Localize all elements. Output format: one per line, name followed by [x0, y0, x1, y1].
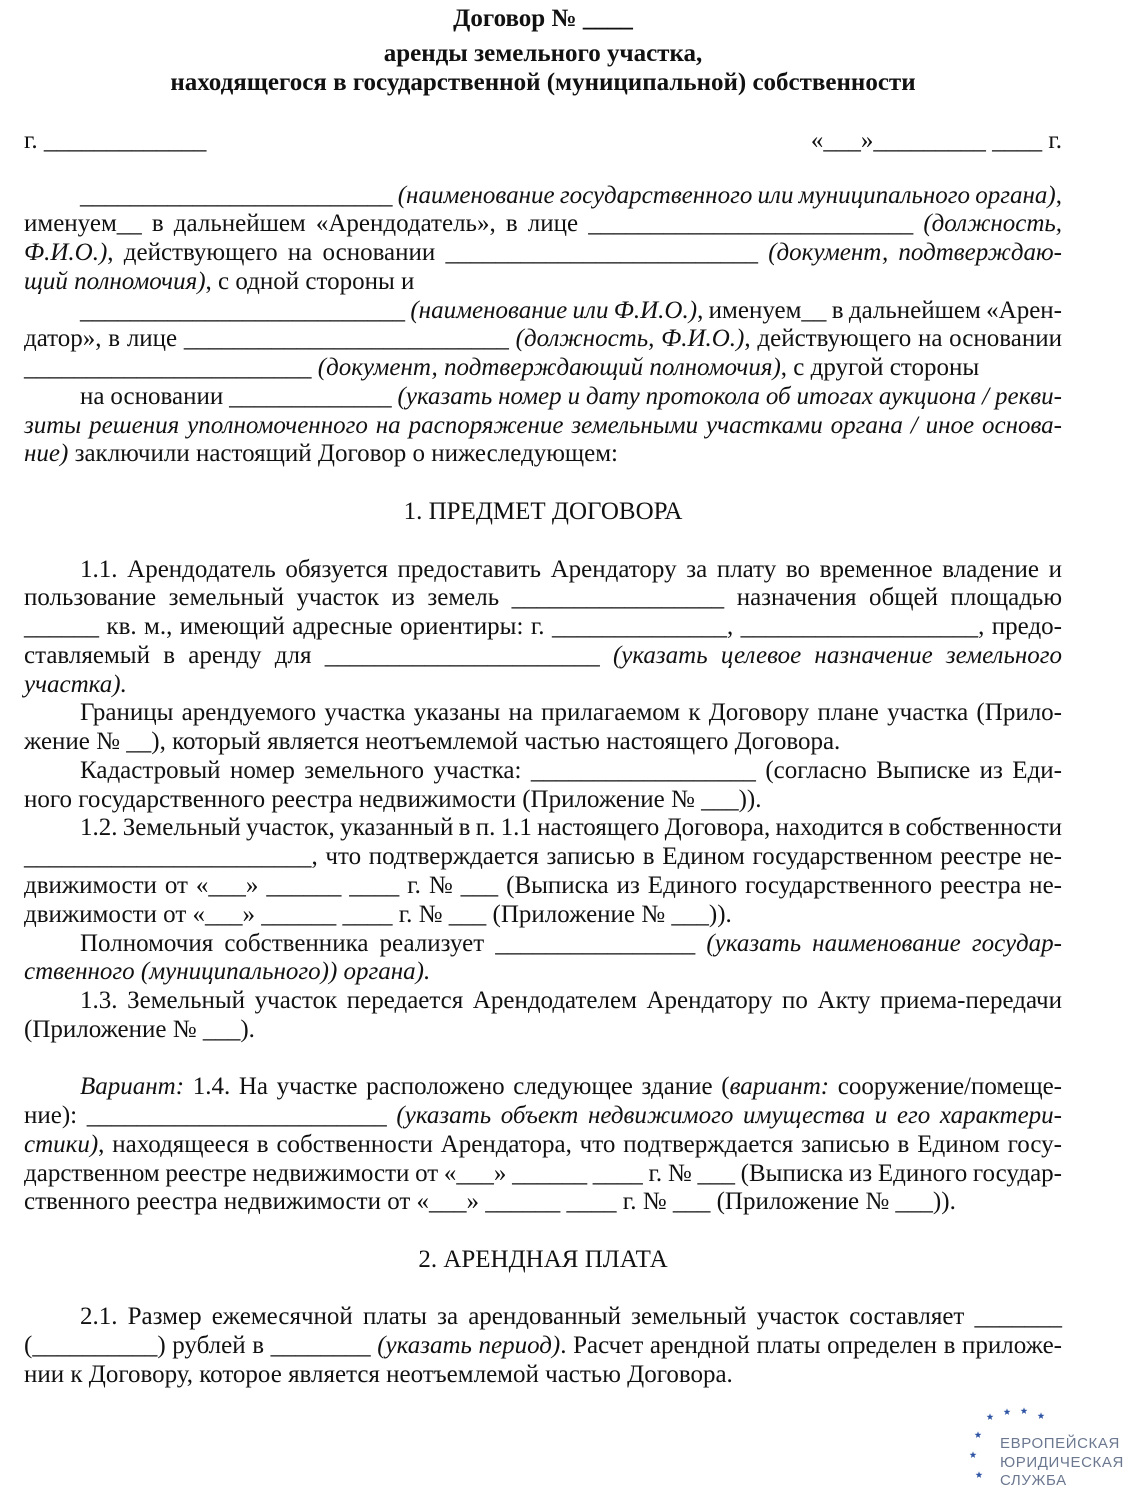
- body-text: дарственном реестре недвижимости от «___» ______ ____ г. № ___ (Выписка из Единого государ-: [24, 1159, 1062, 1187]
- italic-hint-text: (наименование государственного или муниципального органа): [397, 181, 1056, 209]
- star-icon: [1038, 1412, 1045, 1419]
- body-text: движимости от «___» ______ ____ г. № ___ (Приложение № ___)).: [24, 900, 732, 928]
- italic-hint-text: зиты решения уполномоченного на распоряжение земельными участками органа / иное основа-: [24, 411, 1062, 439]
- paragraph: [24, 297, 1062, 383]
- text-line: [24, 1102, 1062, 1131]
- preamble: [24, 182, 1062, 470]
- body-text: 1.3. Земельный участок передается Арендодателем Арендатору по Акту приема-передачи: [80, 987, 1062, 1015]
- section-1: [24, 556, 1062, 1218]
- title-line-ownership: находящегося в государственной (муниципальной) собственности: [170, 68, 916, 96]
- section-2-heading: 2. АРЕНДНАЯ ПЛАТА: [418, 1245, 668, 1273]
- text-line: [24, 556, 1062, 585]
- text-line: [24, 1131, 1062, 1160]
- text-line: [24, 412, 1062, 441]
- italic-hint-text: (указать целевое назначение земельного: [612, 641, 1062, 669]
- italic-hint-text: (указать наименование государ-: [706, 929, 1063, 957]
- body-text: ственного реестра недвижимости от «___» ______ ____ г. № ___ (Приложение № ___)).: [24, 1188, 956, 1216]
- paragraph: [24, 1303, 1062, 1389]
- body-text: сооружение/помеще-: [829, 1073, 1062, 1101]
- text-line: [24, 1303, 1062, 1332]
- body-text: датор», в лице __________________________: [24, 325, 516, 353]
- paragraph: [24, 930, 1062, 988]
- text-line: [24, 671, 1062, 700]
- text-line: [24, 930, 1062, 959]
- paragraph: [24, 699, 1062, 757]
- section-1-heading: 1. ПРЕДМЕТ ДОГОВОРА: [403, 498, 683, 526]
- place-date-line: [24, 127, 1062, 156]
- paragraph: [24, 556, 1062, 700]
- text-line: [24, 987, 1062, 1016]
- text-line: [24, 872, 1062, 901]
- italic-hint-text: стики): [24, 1130, 99, 1158]
- italic-hint-text: Вариант:: [80, 1073, 185, 1101]
- text-line: [24, 642, 1062, 671]
- italic-hint-text: ственного (муниципального)) органа).: [24, 958, 431, 986]
- italic-hint-text: (указать объект недвижимого имущества и его характери-: [396, 1102, 1063, 1130]
- body-text: нии к Договору, которое является неотъемлемой частью Договора.: [24, 1360, 733, 1388]
- text-line: [24, 182, 1062, 211]
- logo-line-1: ЕВРОПЕЙСКАЯ: [1000, 1435, 1120, 1452]
- text-line: [24, 1361, 1062, 1390]
- body-text: , действующего на основании: [744, 325, 1062, 353]
- paragraph: [24, 814, 1062, 929]
- text-line: [24, 1188, 1062, 1217]
- logo-wordmark: [1000, 1435, 1126, 1491]
- italic-hint-text: вариант:: [729, 1073, 830, 1101]
- text-line: [24, 728, 1062, 757]
- italic-hint-text: (указать номер и дату протокола об итогах аукциона / рекви-: [397, 382, 1062, 410]
- date-field: «___»_________ ____ г.: [810, 126, 1062, 154]
- body-text: 2.1. Размер ежемесячной платы за арендованный земельный участок составляет _______: [80, 1303, 1062, 1331]
- star-icon: [975, 1431, 982, 1438]
- body-text: движимости от «___» ______ ____ г. № ___ (Выписка из Единого государственного реестра не-: [24, 871, 1062, 899]
- body-text: , с одной стороны и: [205, 267, 415, 295]
- star-icon: [976, 1471, 983, 1478]
- logo-line-3: СЛУЖБА: [1000, 1472, 1067, 1489]
- text-line: [24, 268, 1062, 297]
- body-text: . Расчет арендной платы определен в приложе-: [560, 1332, 1062, 1360]
- star-icon: [970, 1451, 977, 1458]
- body-text: именуем__ в дальнейшем «Арендодатель», в лице __________________________: [24, 210, 924, 238]
- text-line: [24, 901, 1062, 930]
- body-text: _________________________: [80, 181, 398, 209]
- contract-title: [24, 5, 1062, 97]
- text-line: [24, 239, 1062, 268]
- text-line: [24, 699, 1062, 728]
- text-line: [24, 613, 1062, 642]
- body-text: ,: [1055, 181, 1063, 209]
- body-text: ставляемый в аренду для ______________________: [24, 641, 613, 669]
- logo-line-2: ЮРИДИЧЕСКАЯ: [1000, 1453, 1124, 1471]
- italic-hint-text: (наименование или Ф.И.О.): [410, 296, 698, 324]
- section-2: [24, 1303, 1062, 1389]
- text-line: [24, 958, 1062, 987]
- italic-hint-text: Ф.И.О.): [24, 239, 108, 267]
- body-text: жение № __), который является неотъемлемой частью настоящего Договора.: [24, 728, 841, 756]
- body-text: (__________) рублей в ________: [24, 1332, 378, 1360]
- title-line-subject: аренды земельного участка,: [383, 39, 703, 67]
- body-text: 1.4. На участке расположено следующее здание (: [184, 1073, 730, 1101]
- body-text: ние): ________________________: [24, 1102, 397, 1130]
- text-line: [24, 1332, 1062, 1361]
- body-text: Границы арендуемого участка указаны на прилагаемом к Договору плане участка (Прило-: [80, 699, 1062, 727]
- text-line: [24, 786, 1062, 815]
- paragraph: [24, 1073, 1062, 1217]
- paragraph: [24, 383, 1062, 469]
- star-icon: [1021, 1407, 1028, 1414]
- text-line: [24, 843, 1062, 872]
- body-text: _______________________, что подтверждается записью в Едином государственном реестре не-: [24, 843, 1062, 871]
- title-line-number: Договор № ____: [453, 5, 633, 32]
- body-text: Кадастровый номер земельного участка: __________________ (согласно Выписке из Еди-: [80, 756, 1062, 784]
- text-line: [24, 1160, 1062, 1189]
- contract-body: [24, 182, 1062, 1390]
- body-text: заключили настоящий Договор о нижеследующем:: [68, 440, 618, 468]
- body-text: , находящееся в собственности Арендатора, что подтверждается записью в Едином госу-: [98, 1130, 1062, 1158]
- italic-hint-text: ние): [24, 440, 69, 468]
- body-text: _______________________: [24, 354, 318, 382]
- body-text: 1.2. Земельный участок, указанный в п. 1.1 настоящего Договора, находится в собственности: [80, 814, 1062, 842]
- body-text: Полномочия собственника реализует ________________: [80, 929, 707, 957]
- italic-hint-text: (должность, Ф.И.О.): [515, 325, 745, 353]
- star-icon: [987, 1413, 994, 1420]
- text-line: [24, 210, 1062, 239]
- text-line: [24, 383, 1062, 412]
- text-line: [24, 325, 1062, 354]
- text-line: [24, 297, 1062, 326]
- text-line: [24, 1073, 1062, 1102]
- body-text: __________________________: [80, 296, 411, 324]
- city-field: г. _____________: [24, 126, 207, 154]
- body-text: , именуем__ в дальнейшем «Арен-: [697, 296, 1062, 324]
- body-text: пользование земельный участок из земель _________________ назначения общей площадью: [24, 584, 1062, 612]
- italic-hint-text: (указать период): [377, 1332, 561, 1360]
- body-text: 1.1. Арендодатель обязуется предоставить Арендатору за плату во временное владение и: [80, 555, 1062, 583]
- italic-hint-text: щий полномочия): [24, 267, 206, 295]
- paragraph: [24, 182, 1062, 297]
- body-text: ______ кв. м., имеющий адресные ориентиры: г. ______________, ___________________, предо-: [24, 613, 1062, 641]
- star-icon: [1004, 1408, 1011, 1415]
- text-line: [24, 584, 1062, 613]
- body-text: (Приложение № ___).: [24, 1015, 255, 1043]
- paragraph: [24, 987, 1062, 1045]
- text-line: [24, 1016, 1062, 1045]
- text-line: [24, 354, 1062, 383]
- body-text: , с другой стороны: [780, 354, 980, 382]
- body-text: , действующего на основании _________________________: [107, 239, 769, 267]
- italic-hint-text: (должность,: [923, 210, 1062, 238]
- body-text: ного государственного реестра недвижимости (Приложение № ___)).: [24, 785, 762, 813]
- body-text: на основании _____________: [80, 382, 398, 410]
- text-line: [24, 814, 1062, 843]
- italic-hint-text: (документ, подтверждающий полномочия): [317, 354, 781, 382]
- text-line: [24, 757, 1062, 786]
- text-line: [24, 440, 1062, 469]
- italic-hint-text: участка).: [24, 670, 127, 698]
- paragraph: [24, 757, 1062, 815]
- italic-hint-text: (документ, подтверждаю-: [768, 239, 1062, 267]
